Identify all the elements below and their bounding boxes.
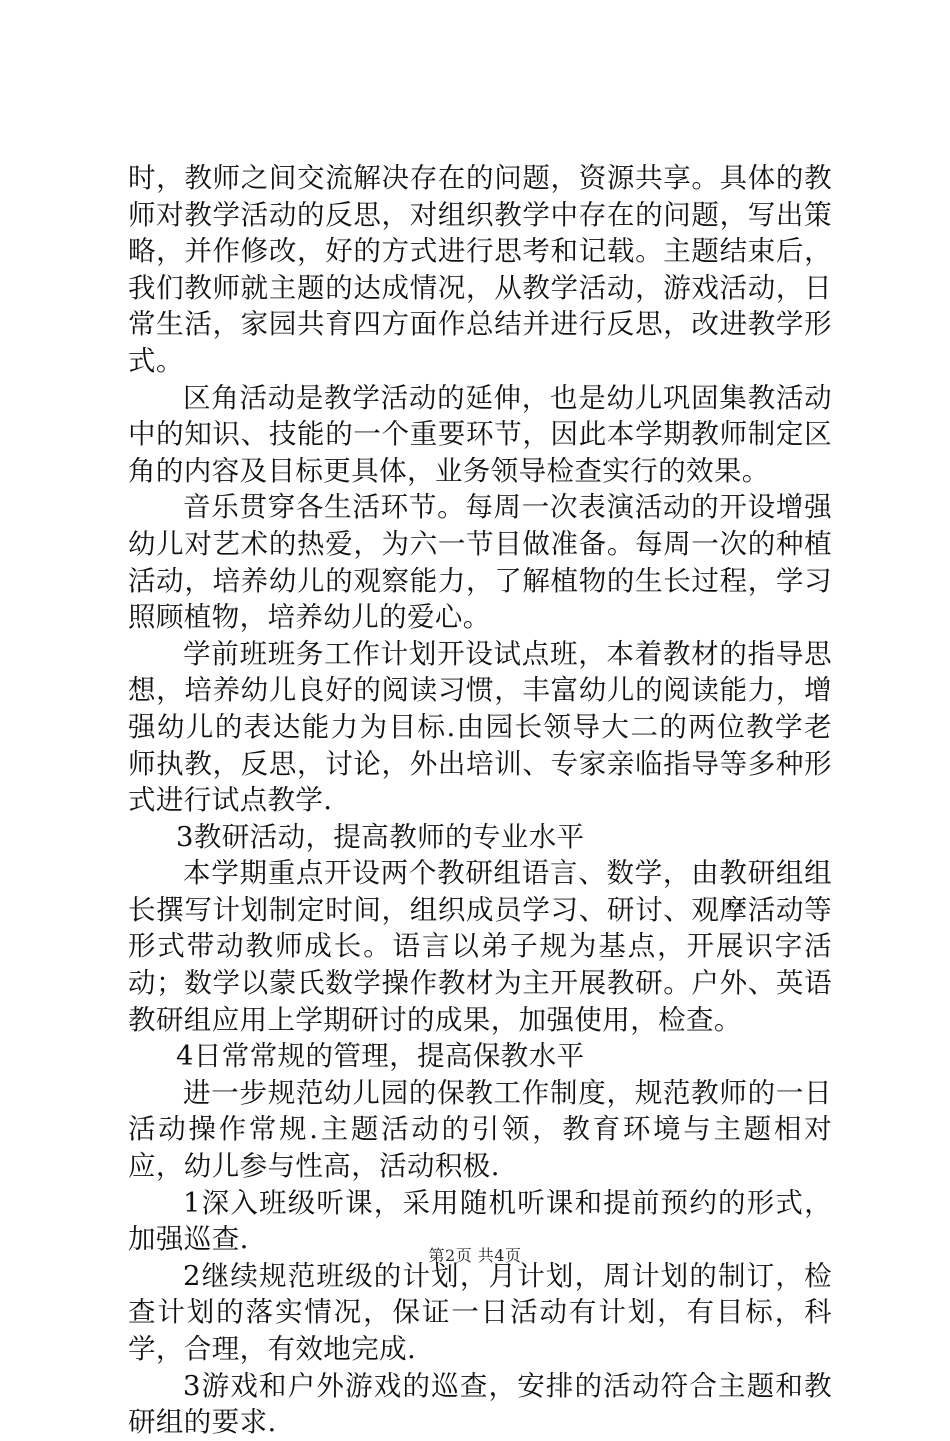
- section-heading: 3教研活动，提高教师的专业水平: [176, 820, 585, 853]
- paragraph: 时，教师之间交流解决存在的问题，资源共享。具体的教师对教学活动的反思，对组织教学中存在的问题，写出策略，并作修改，好的方式进行思考和记载。主题结束后，我们教师就主题的达成情况，从教学活动，游戏活动，日常生活，家园共育四方面作总结并进行反思，改进教学形式。: [128, 162, 832, 377]
- paragraph: 学前班班务工作计划开设试点班，本着教材的指导思想，培养幼儿良好的阅读习惯，丰富幼儿的阅读能力，增强幼儿的表达能力为目标.由园长领导大二的两位教学老师执教，反思，讨论，外出培训、专家亲临指导等多种形式进行试点教学.: [128, 637, 832, 817]
- page-number: 第2页 共4页: [428, 1246, 522, 1265]
- paragraph: 区角活动是教学活动的延伸，也是幼儿巩固集教活动中的知识、技能的一个重要环节，因此本学期教师制定区角的内容及目标更具体，业务领导检查实行的效果。: [128, 381, 832, 487]
- list-item: 2继续规范班级的计划，月计划，周计划的制订，检查计划的落实情况，保证一日活动有计划，有目标，科学，合理，有效地完成.: [128, 1259, 832, 1365]
- list-item: 3游戏和户外游戏的巡查，安排的活动符合主题和教研组的要求.: [128, 1369, 832, 1439]
- paragraph: 音乐贯穿各生活环节。每周一次表演活动的开设增强幼儿对艺术的热爱，为六一节目做准备。每周一次的种植活动，培养幼儿的观察能力，了解植物的生长过程，学习照顾植物，培养幼儿的爱心。: [128, 491, 832, 634]
- paragraph: 进一步规范幼儿园的保教工作制度，规范教师的一日活动操作常规.主题活动的引领，教育环境与主题相对应，幼儿参与性高，活动积极.: [128, 1076, 832, 1183]
- list-item: 1深入班级听课，采用随机听课和提前预约的形式，加强巡查.: [128, 1186, 832, 1256]
- paragraph: 本学期重点开设两个教研组语言、数学，由教研组组长撰写计划制定时间，组织成员学习、研讨、观摩活动等形式带动教师成长。语言以弟子规为基点，开展识字活动；数学以蒙氏数学操作教材为主开展教研。户外、英语教研组应用上学期研讨的成果，加强使用，检查。: [128, 857, 832, 1036]
- page-footer: [0, 1246, 950, 1266]
- section-heading: 4日常常规的管理，提高保教水平: [176, 1040, 585, 1073]
